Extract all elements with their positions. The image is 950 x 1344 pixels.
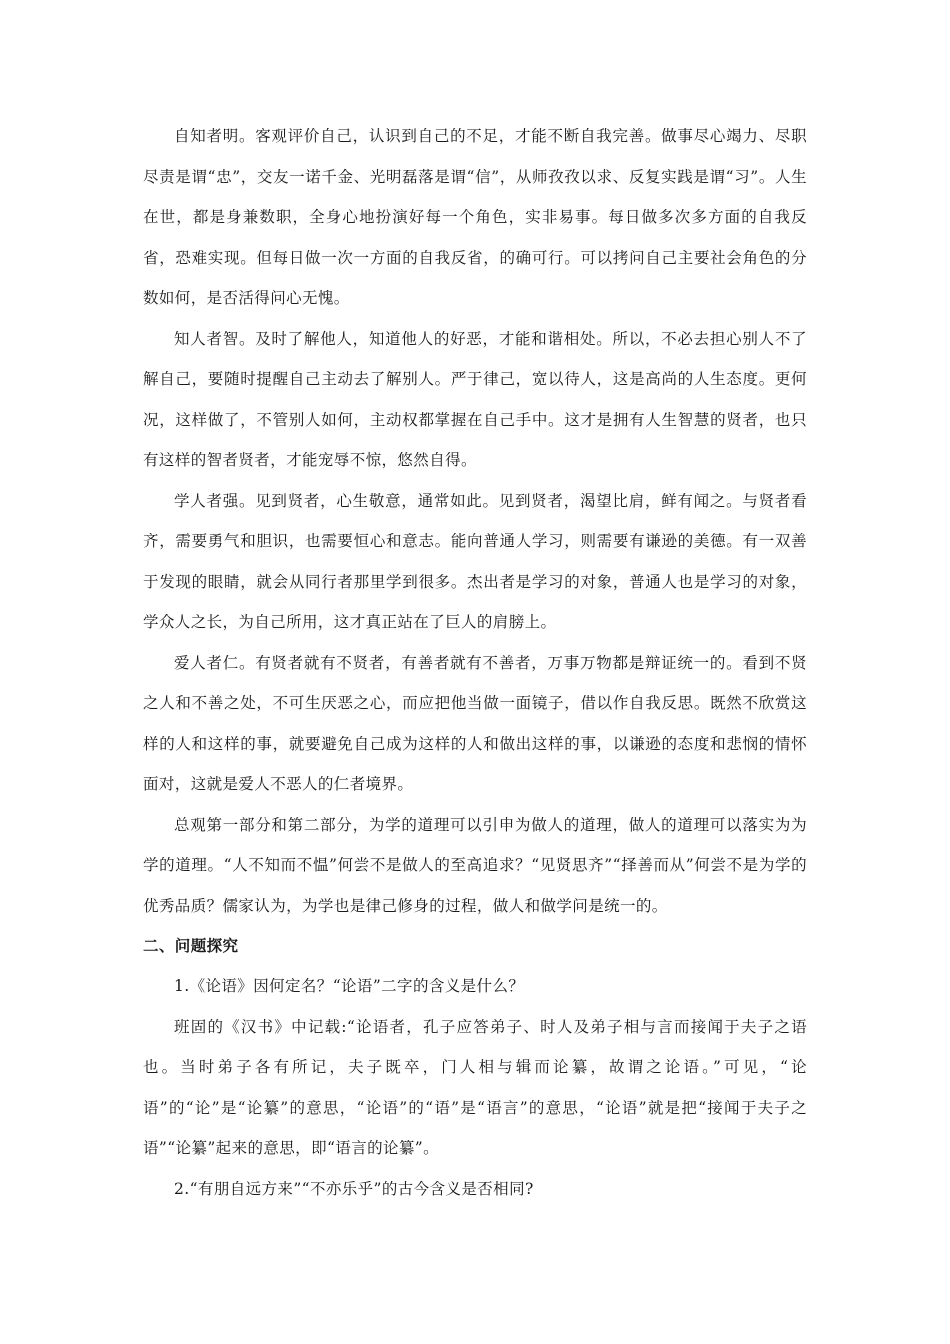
section-heading: 二、问题探究 [143, 937, 239, 955]
paragraph-learning-from-others: 学人者强。见到贤者，心生敬意，通常如此。见到贤者，渴望比肩，鲜有闻之。与贤者看齐，需要勇气和胆识，也需要恒心和意志。能向普通人学习，则需要有谦逊的美德。有一双善于发现的眼睛，就会从同行者那里学到很多。杰出者是学习的对象，普通人也是学习的对象，学众人之长，为自己所用，这才真正站在了巨人的肩膀上。 [143, 491, 807, 631]
paragraph-loving-others: 爱人者仁。有贤者就有不贤者，有善者就有不善者，万事万物都是辩证统一的。看到不贤之人和不善之处，不可生厌恶之心，而应把他当做一面镜子，借以作自我反思。既然不欣赏这样的人和这样的事，就要避免自己成为这样的人和做出这样的事，以谦逊的态度和悲悯的情怀面对，这就是爱人不恶人的仁者境界。 [143, 653, 807, 793]
paragraph-summary: 总观第一部分和第二部分，为学的道理可以引申为做人的道理，做人的道理可以落实为为学的道理。“人不知而不愠”何尝不是做人的至高追求？“见贤思齐”“择善而从”何尝不是为学的优秀品质？儒家认为，为学也是律己修身的过程，做人和做学问是统一的。 [143, 815, 807, 915]
answer-1: 班固的《汉书》中记载:“论语者，孔子应答弟子、时人及弟子相与言而接闻于夫子之语也。当时弟子各有所记，夫子既卒，门人相与辑而论纂，故谓之论语。”可见，“论语”的“论”是“论纂”的意思，“论语”的“语”是“语言”的意思，“论语”就是把“接闻于夫子之语”“论纂”起来的意思，即“语言的论纂”。 [143, 1017, 807, 1157]
question-1: 1.《论语》因何定名？“论语”二字的含义是什么？ [174, 977, 525, 995]
paragraph-knowing-others: 知人者智。及时了解他人，知道他人的好恶，才能和谐相处。所以，不必去担心别人不了解自己，要随时提醒自己主动去了解别人。严于律己，宽以待人，这是高尚的人生态度。更何况，这样做了，不管别人如何，主动权都掌握在自己手中。这才是拥有人生智慧的贤者，也只有这样的智者贤者，才能宠辱不惊，悠然自得。 [143, 329, 807, 469]
question-2: 2.“有朋自远方来”“不亦乐乎”的古今含义是否相同? [174, 1179, 534, 1198]
document-page [143, 116, 807, 1209]
paragraph-self-knowledge: 自知者明。客观评价自己，认识到自己的不足，才能不断自我完善。做事尽心竭力、尽职尽责是谓“忠”，交友一诺千金、光明磊落是谓“信”，从师孜孜以求、反复实践是谓“习”。人生在世，都是身兼数职，全身心地扮演好每一个角色，实非易事。每日做多次多方面的自我反省，恐难实现。但每日做一次一方面的自我反省，的确可行。可以拷问自己主要社会角色的分数如何，是否活得问心无愧。 [143, 127, 807, 307]
